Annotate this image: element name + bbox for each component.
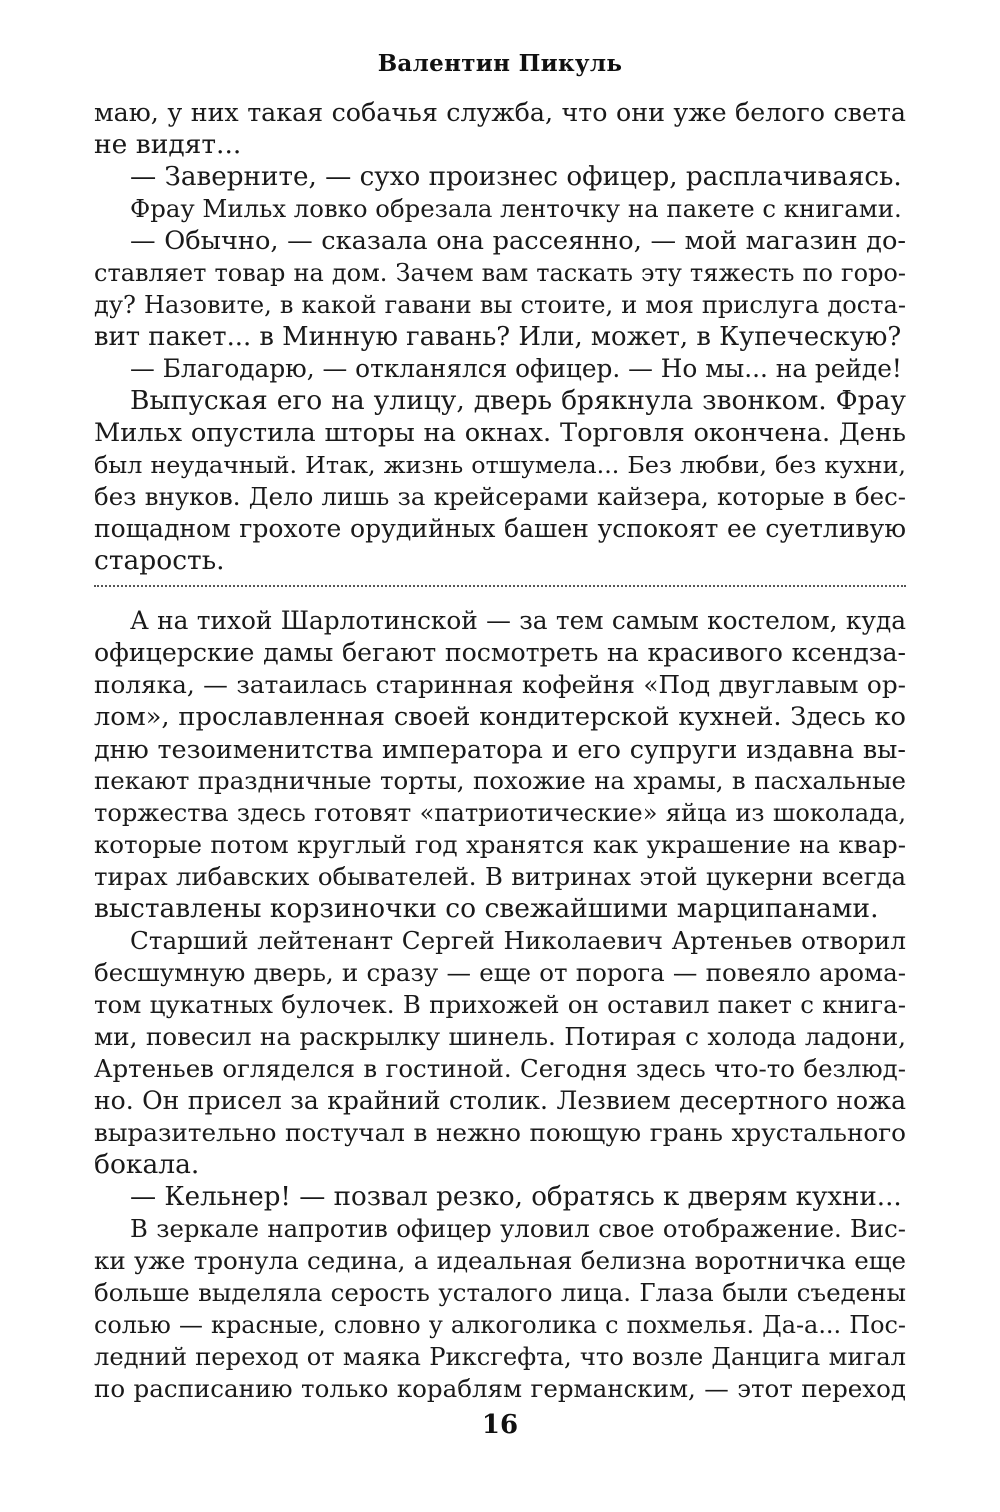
text-line: пощадном грохоте орудийных башен успокоят ее суетливую bbox=[94, 514, 906, 543]
text-line: Фрау Мильх ловко обрезала ленточку на пакете с книгами. bbox=[130, 194, 902, 223]
text-line: тирах либавских обывателей. В витринах этой цукерни всегда bbox=[94, 862, 906, 891]
text-line: маю, у них такая собачья служба, что они уже белого света bbox=[94, 98, 906, 127]
text-line: бокала. bbox=[94, 1149, 200, 1180]
text-line: — Кельнер! — позвал резко, обратясь к дверям кухни... bbox=[130, 1182, 902, 1212]
text-line: том цукатных булочек. В прихожей он оставил пакет с книга- bbox=[94, 990, 906, 1019]
text-line: которые потом круглый год хранятся как украшение на квар- bbox=[94, 830, 906, 859]
text-line: ми, повесил на раскрылку шинель. Потирая с холода ладони, bbox=[94, 1022, 906, 1051]
section-1-text bbox=[94, 97, 906, 577]
section-2-text bbox=[94, 605, 906, 1405]
text-line: поляка, — затаилась старинная кофейня «Под двуглавым ор- bbox=[94, 670, 906, 699]
page-number: 16 bbox=[481, 1410, 519, 1440]
text-line: Выпуская его на улицу, дверь брякнула звонком. Фрау bbox=[130, 385, 906, 416]
text-line: — Обычно, — сказала она рассеянно, — мой магазин до- bbox=[130, 226, 906, 256]
text-line: без внуков. Дело лишь за крейсерами кайзера, которые в бес- bbox=[94, 482, 906, 511]
text-line: ки уже тронула седина, а идеальная белизна воротничка еще bbox=[94, 1246, 906, 1275]
text-line: — Заверните, — сухо произнес офицер, расплачиваясь. bbox=[130, 162, 902, 192]
text-line: был неудачный. Итак, жизнь отшумела... Без любви, без кухни, bbox=[94, 451, 906, 479]
text-line: торжества здесь готовят «патриотические» яйца из шоколада, bbox=[94, 799, 906, 827]
text-line: офицерские дамы бегают посмотреть на красивого ксендза- bbox=[94, 638, 906, 667]
text-line: ледний переход от маяка Риксгефта, что возле Данцига мигал bbox=[94, 1343, 906, 1371]
text-line: выставлены корзиночки со свежайшими марципанами. bbox=[94, 893, 879, 924]
text-line: ставляет товар на дом. Зачем вам таскать эту тяжесть по горо- bbox=[94, 259, 906, 287]
text-line: дню тезоименитства императора и его супруги издавна вы- bbox=[94, 734, 906, 764]
text-line: не видят... bbox=[94, 129, 242, 160]
text-line: солью — красные, словно у алкоголика с похмелья. Да-а... Пос- bbox=[94, 1311, 906, 1339]
text-line: Мильх опустила шторы на окнах. Торговля окончена. День bbox=[94, 418, 906, 448]
text-line: по расписанию только кораблям германским, — этот переход bbox=[94, 1374, 906, 1403]
text-line: бесшумную дверь, и сразу — еще от порога — повеяло арома- bbox=[94, 958, 906, 987]
text-line: но. Он присел за крайний столик. Лезвием десертного ножа bbox=[94, 1086, 906, 1115]
text-line: лом», прославленная своей кондитерской кухней. Здесь ко bbox=[94, 702, 906, 732]
section-separator bbox=[94, 585, 906, 587]
text-line: ду? Назовите, в какой гавани вы стоите, и моя прислуга доста- bbox=[94, 291, 906, 319]
text-line: А на тихой Шарлотинской — за тем самым костелом, куда bbox=[130, 606, 906, 635]
text-line: выразительно постучал в нежно поющую грань хрустального bbox=[94, 1118, 906, 1147]
text-line: пекают праздничные торты, похожие на храмы, в пасхальные bbox=[94, 766, 906, 795]
text-line: больше выделяла серость усталого лица. Глаза были съедены bbox=[94, 1278, 906, 1307]
text-line: вит пакет... в Минную гавань? Или, может, в Купеческую? bbox=[94, 322, 902, 352]
text-line: — Благодарю, — откланялся офицер. — Но мы... на рейде! bbox=[130, 354, 902, 383]
text-line: старость. bbox=[94, 545, 225, 576]
text-line: Старший лейтенант Сергей Николаевич Артеньев отворил bbox=[130, 926, 906, 955]
text-line: Артеньев огляделся в гостиной. Сегодня здесь что-то безлюд- bbox=[94, 1054, 906, 1083]
running-header: Валентин Пикуль bbox=[377, 50, 623, 77]
text-line: В зеркале напротив офицер уловил свое отображение. Вис- bbox=[130, 1214, 906, 1243]
